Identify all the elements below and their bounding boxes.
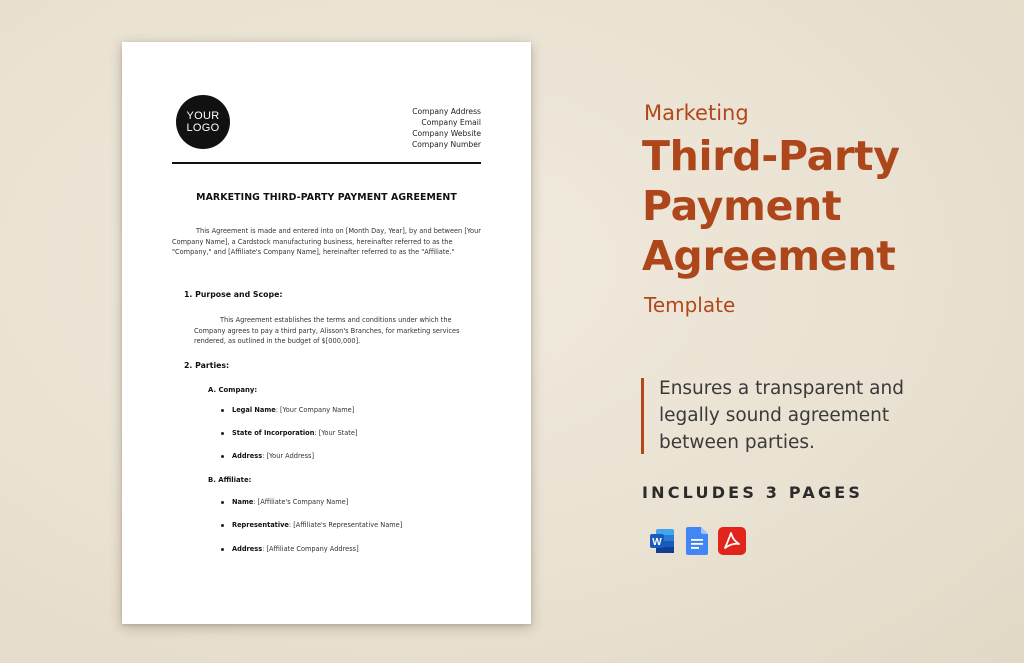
company-email: Company Email [421, 118, 481, 127]
list-item: Name: [Affiliate's Company Name] [232, 498, 349, 506]
svg-text:W: W [652, 537, 662, 548]
subsection-company-heading: A. Company: [208, 386, 258, 394]
document-title: MARKETING THIRD-PARTY PAYMENT AGREEMENT [196, 192, 457, 203]
pdf-icon [718, 527, 746, 555]
company-website: Company Website [412, 129, 481, 138]
word-icon [648, 527, 676, 555]
logo-placeholder [176, 95, 230, 149]
list-item: State of Incorporation: [Your State] [232, 429, 358, 437]
header-divider [172, 162, 481, 164]
page-count: INCLUDES 3 PAGES [642, 483, 864, 502]
section-purpose-heading: 1. Purpose and Scope: [184, 290, 283, 299]
section-purpose-body: This Agreement establishes the terms and conditions under which the Company agrees to pay a third party, Alisson's Branches, for marketing services rendered, as outlined in the budget of $[000,000]. [194, 316, 460, 346]
promo-title-line-2: Payment [642, 182, 842, 230]
company-contact-block [412, 106, 481, 150]
logo-line-1: YOUR [186, 110, 220, 122]
promo-title-line-3: Agreement [642, 232, 896, 280]
list-item: Address: [Your Address] [232, 452, 315, 460]
promo-title-line-1: Third-Party [642, 132, 900, 180]
subsection-affiliate-heading: B. Affiliate: [208, 476, 252, 484]
format-icons [648, 527, 746, 555]
promo-subtitle: Template [644, 293, 736, 317]
promo-kicker: Marketing [644, 101, 749, 125]
promo-title [642, 131, 982, 281]
list-item: Address: [Affiliate Company Address] [232, 545, 359, 553]
intro-paragraph: This Agreement is made and entered into on [Month Day, Year], by and between [Your Company Name], a Cardstock manufacturing business, hereinafter referred to as the "Company," and [Affiliate's Company Name], hereinafter referred to as the "Affiliate." [172, 227, 481, 257]
list-item: Representative: [Affiliate's Representative Name] [232, 521, 403, 529]
google-docs-icon [686, 527, 708, 555]
list-item: Legal Name: [Your Company Name] [232, 406, 355, 414]
company-address: Company Address [412, 107, 481, 116]
section-parties-heading: 2. Parties: [184, 361, 230, 370]
company-number: Company Number [411, 140, 481, 149]
document-preview [122, 42, 531, 624]
accent-bar [641, 378, 644, 454]
logo-line-2: LOGO [186, 122, 220, 134]
promo-description: Ensures a transparent and legally sound agreement between parties. [659, 378, 904, 453]
